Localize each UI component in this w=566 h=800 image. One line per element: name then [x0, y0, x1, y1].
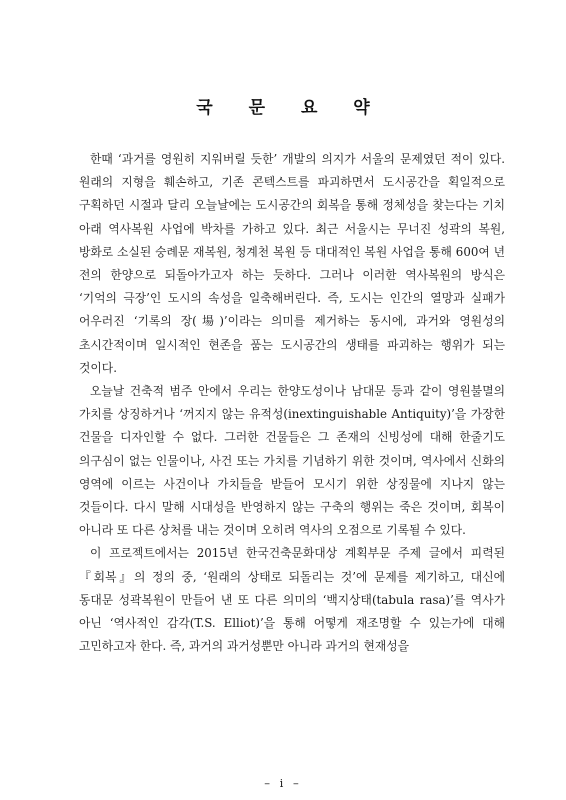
abstract-body	[79, 148, 505, 658]
paragraph-2: 오늘날 건축적 범주 안에서 우리는 한양도성이나 남대문 등과 같이 영원불멸의 가치를 상징하거나 ‘꺼지지 않는 유적성(inextinguishable Antiquity)’을 가장한 건물을 디자인할 수 없다. 그러한 건물들은 그 존재의 신빙성에 대해 한줄기도 의구심이 없는 인물이나, 사건 또는 가치를 기념하기 위한 것이며, 역사에서 신화의 영역에 이르는 사건이나 가치들을 받들어 모시기 위한 상징물에 지나지 않는 것들이다. 다시 말해 시대성을 반영하지 않는 구축의 행위는 죽은 것이며, 회복이 아니라 또 다른 상처를 내는 것이며 오히려 역사의 오점으로 기록될 수 있다.	[79, 384, 505, 538]
abstract-title: 국 문 요 약	[196, 98, 385, 118]
paragraph-3: 이 프로젝트에서는 2015년 한국건축문화대상 계획부문 주제 글에서 피력된 『회복』의 정의 중, ‘원래의 상태로 되돌리는 것’에 문제를 제기하고, 대신에 동대문 성곽복원이 만들어 낸 또 다른 의미의 ‘백지상태(tabula rasa)’를 역사가 아닌 ‘역사적인 감각(T.S. Elliot)’을 통해 어떻게 재조명할 수 있는가에 대해 고민하고자 한다. 즉, 과거의 과거성뿐만 아니라 과거의 현재성을	[79, 546, 505, 654]
paragraph-1: 한때 ‘과거를 영원히 지워버릴 듯한’ 개발의 의지가 서울의 문제였던 적이 있다. 원래의 지형을 훼손하고, 기존 콘텍스트를 파괴하면서 도시공간을 획일적으로 구획하던 시절과 달리 오늘날에는 도시공간의 회복을 통해 정체성을 찾는다는 기치 아래 역사복원 사업에 박차를 가하고 있다. 최근 서울시는 무너진 성곽의 복원, 방화로 소실된 숭례문 재복원, 청계천 복원 등 대대적인 복원 사업을 통해 600여 년 전의 한양으로 되돌아가고자 하는 듯하다. 그러나 이러한 역사복원의 방식은 ‘기억의 극장’인 도시의 속성을 일축해버린다. 즉, 도시는 인간의 열망과 실패가 어우러진 ‘기록의 장(場)’이라는 의미를 제거하는 동시에, 과거와 영원성의 초시간적이며 일시적인 현존을 품는 도시공간의 생태를 파괴하는 행위가 되는 것이다.	[79, 152, 505, 375]
page-number: – i –	[264, 776, 302, 790]
